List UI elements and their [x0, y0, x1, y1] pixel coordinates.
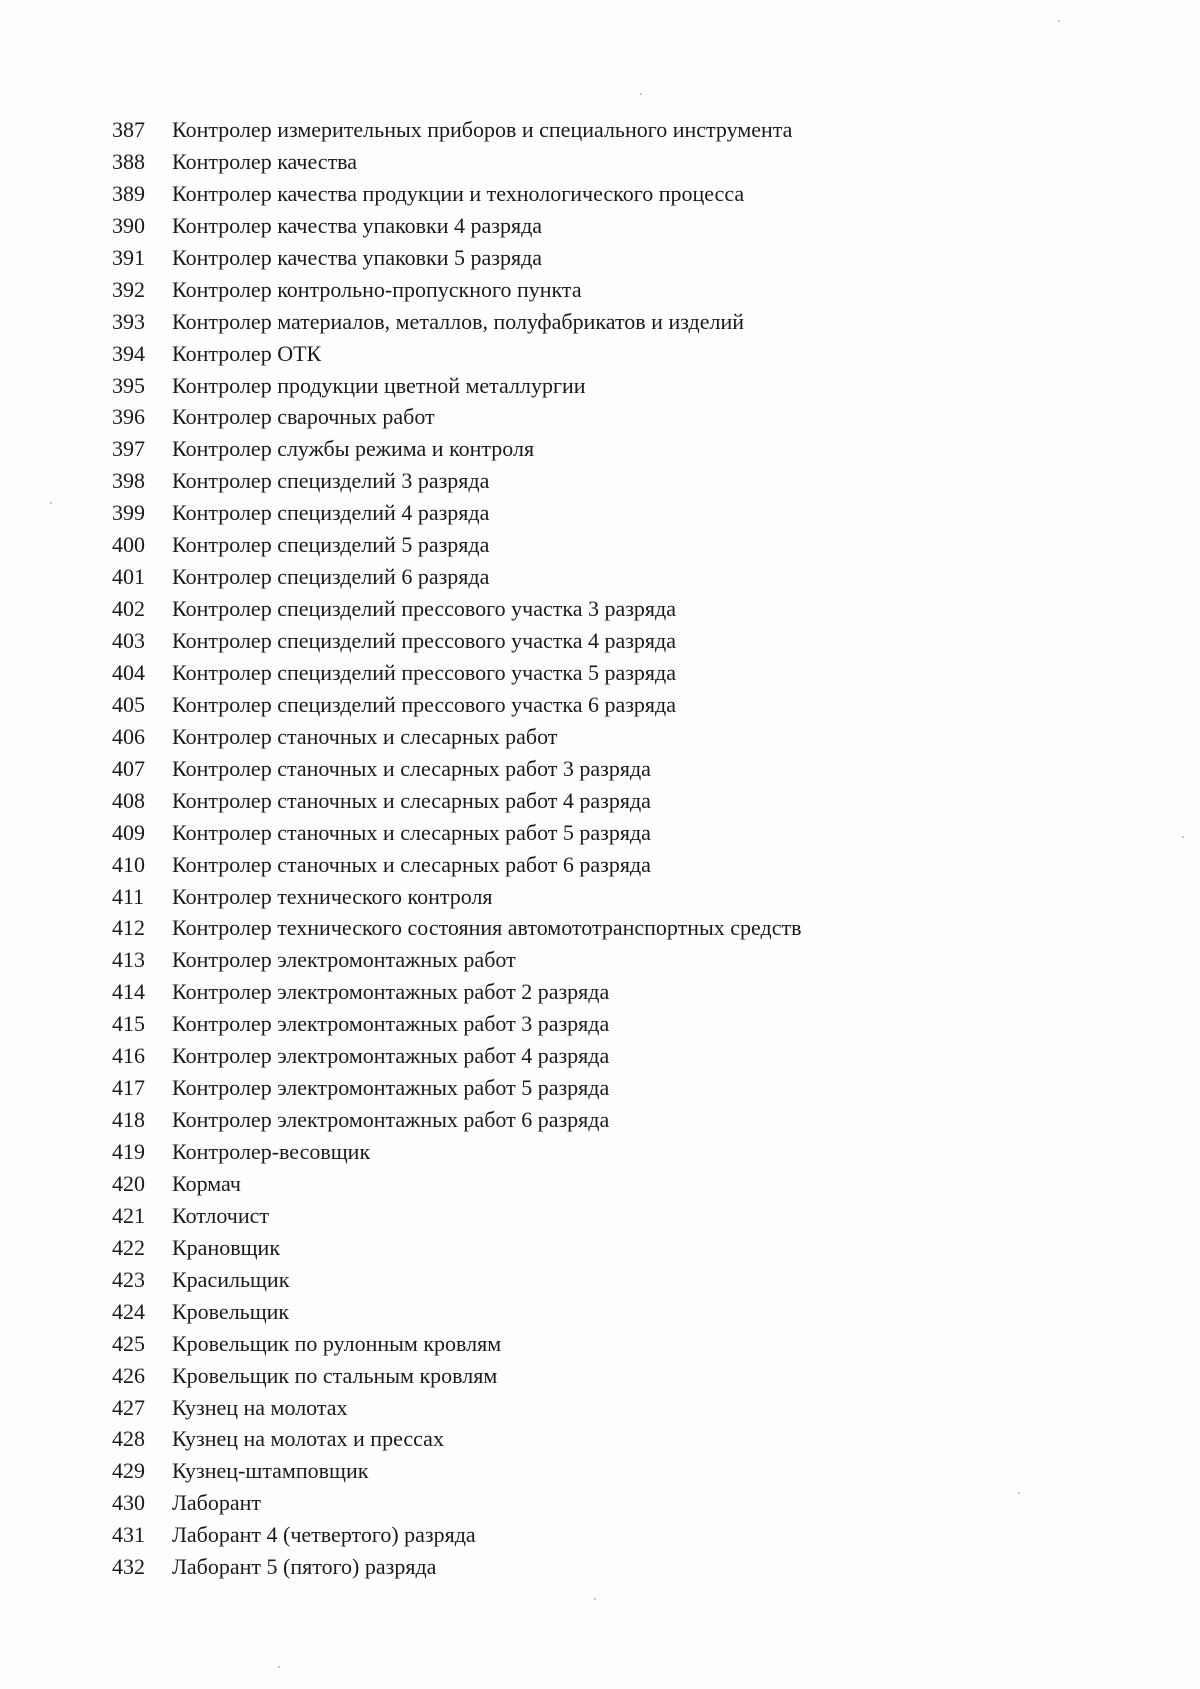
list-item [112, 625, 802, 657]
list-item [112, 849, 802, 881]
item-number: 389 [112, 180, 145, 206]
list-item [112, 370, 802, 402]
item-label: Контролер электромонтажных работ 6 разряда [172, 1107, 610, 1133]
list-item [112, 274, 802, 306]
item-number: 398 [112, 468, 145, 494]
item-label: Контролер специзделий 3 разряда [172, 468, 490, 494]
item-label: Лаборант [172, 1490, 262, 1516]
item-label: Контролер измерительных приборов и специального инструмента [172, 117, 793, 142]
list-item [112, 1136, 802, 1168]
item-label: Контролер специзделий 4 разряда [172, 500, 490, 526]
item-label: Контролер сварочных работ [172, 404, 435, 430]
item-label: Кровельщик [172, 1298, 290, 1324]
item-number: 392 [112, 276, 145, 302]
item-number: 430 [112, 1490, 145, 1516]
list-item [112, 210, 802, 242]
scan-speck [278, 1666, 280, 1668]
item-label: Кузнец-штамповщик [172, 1458, 369, 1484]
item-number: 401 [112, 564, 145, 590]
list-item [112, 976, 802, 1008]
item-number: 422 [112, 1234, 145, 1260]
item-number: 423 [112, 1266, 145, 1292]
list-item [112, 881, 802, 913]
item-number: 431 [112, 1522, 145, 1548]
item-label: Контролер специзделий 5 разряда [172, 532, 490, 558]
item-label: Контролер станочных и слесарных работ 6 разряда [172, 851, 651, 877]
item-number: 415 [112, 1011, 145, 1037]
item-label: Красильщик [172, 1266, 290, 1292]
item-label: Лаборант 4 (четвертого) разряда [172, 1522, 476, 1548]
list-item [112, 1232, 802, 1264]
item-number: 396 [112, 404, 145, 430]
scan-speck [1058, 20, 1060, 22]
list-item [112, 1200, 802, 1232]
item-label: Контролер электромонтажных работ 4 разряда [172, 1043, 610, 1069]
item-number: 416 [112, 1043, 145, 1069]
list-item [112, 114, 802, 146]
list-item [112, 242, 802, 274]
item-label: Контролер специзделий прессового участка 6 разряда [172, 691, 677, 717]
item-label: Лаборант 5 (пятого) разряда [172, 1554, 437, 1580]
item-number: 411 [112, 883, 145, 909]
list-item [112, 817, 802, 849]
item-label: Контролер-весовщик [172, 1139, 371, 1164]
item-label: Контролер специзделий прессового участка 5 разряда [172, 659, 677, 685]
list-item [112, 721, 802, 753]
list-item [112, 401, 802, 433]
item-number: 400 [112, 532, 145, 558]
item-label: Контролер станочных и слесарных работ 5 разряда [172, 819, 651, 845]
item-number: 406 [112, 723, 145, 749]
item-number: 408 [112, 787, 145, 813]
item-label: Контролер качества упаковки 5 разряда [172, 244, 543, 270]
scan-speck [1018, 1492, 1020, 1494]
item-label: Контролер качества упаковки 4 разряда [172, 212, 543, 238]
list-item [112, 1328, 802, 1360]
item-label: Контролер станочных и слесарных работ [172, 723, 558, 749]
item-label: Контролер станочных и слесарных работ 3 разряда [172, 755, 651, 781]
item-number: 426 [112, 1362, 145, 1388]
item-number: 394 [112, 340, 145, 366]
item-number: 409 [112, 819, 145, 845]
item-number: 387 [112, 117, 145, 142]
list-item [112, 1072, 802, 1104]
item-number: 391 [112, 244, 145, 270]
item-label: Контролер электромонтажных работ 2 разряда [172, 979, 610, 1005]
list-item [112, 593, 802, 625]
item-number: 414 [112, 979, 145, 1005]
list-item [112, 912, 802, 944]
item-label: Кузнец на молотах [172, 1394, 348, 1420]
item-number: 405 [112, 691, 145, 717]
item-label: Контролер станочных и слесарных работ 4 разряда [172, 787, 651, 813]
list-item [112, 1423, 802, 1455]
list-item [112, 338, 802, 370]
scan-speck [1182, 836, 1184, 838]
item-number: 424 [112, 1298, 145, 1324]
list-item [112, 465, 802, 497]
item-label: Контролер качества [172, 148, 358, 174]
list-item [112, 1008, 802, 1040]
list-item [112, 146, 802, 178]
item-number: 417 [112, 1075, 145, 1101]
item-number: 412 [112, 915, 145, 941]
list-item [112, 785, 802, 817]
item-label: Контролер продукции цветной металлургии [172, 372, 586, 398]
list-item [112, 689, 802, 721]
item-number: 393 [112, 308, 145, 334]
item-label: Контролер контрольно-пропускного пункта [172, 276, 582, 302]
item-number: 421 [112, 1202, 145, 1228]
item-number: 403 [112, 628, 145, 653]
list-item [112, 1455, 802, 1487]
item-label: Контролер ОТК [172, 340, 322, 366]
item-number: 404 [112, 659, 145, 685]
list-item [112, 753, 802, 785]
list-item [112, 1264, 802, 1296]
item-number: 420 [112, 1170, 145, 1196]
item-number: 429 [112, 1458, 145, 1484]
scan-speck [594, 1598, 596, 1600]
list-item [112, 657, 802, 689]
item-label: Контролер специзделий прессового участка 4 разряда [172, 628, 677, 653]
list-item [112, 1519, 802, 1551]
list-item [112, 1487, 802, 1519]
item-number: 388 [112, 148, 145, 174]
item-number: 428 [112, 1426, 145, 1452]
item-label: Кровельщик по стальным кровлям [172, 1362, 498, 1388]
item-number: 399 [112, 500, 145, 526]
item-number: 432 [112, 1554, 145, 1580]
item-label: Контролер материалов, металлов, полуфабрикатов и изделий [172, 308, 744, 334]
item-label: Крановщик [172, 1234, 281, 1260]
item-label: Контролер электромонтажных работ 3 разряда [172, 1011, 610, 1037]
list-item [112, 497, 802, 529]
item-label: Кровельщик по рулонным кровлям [172, 1330, 502, 1356]
item-number: 397 [112, 436, 145, 462]
item-label: Контролер электромонтажных работ 5 разряда [172, 1075, 610, 1101]
item-number: 418 [112, 1107, 145, 1133]
item-number: 395 [112, 372, 145, 398]
list-item [112, 1040, 802, 1072]
item-label: Контролер технического состояния автомототранспортных средств [172, 915, 802, 941]
list-item [112, 561, 802, 593]
profession-list [112, 114, 802, 1583]
list-item [112, 944, 802, 976]
item-number: 407 [112, 755, 145, 781]
item-number: 390 [112, 212, 145, 238]
item-label: Контролер службы режима и контроля [172, 436, 535, 462]
item-number: 410 [112, 851, 145, 877]
item-number: 413 [112, 947, 145, 973]
list-item [112, 306, 802, 338]
list-item [112, 1551, 802, 1583]
list-item [112, 529, 802, 561]
item-label: Контролер специзделий 6 разряда [172, 564, 490, 590]
item-label: Контролер технического контроля [172, 883, 493, 909]
list-item [112, 1168, 802, 1200]
list-item [112, 1296, 802, 1328]
list-item [112, 1104, 802, 1136]
item-label: Контролер специзделий прессового участка 3 разряда [172, 596, 677, 622]
list-item [112, 1360, 802, 1392]
list-item [112, 178, 802, 210]
item-label: Кормач [172, 1170, 241, 1196]
list-item [112, 1392, 802, 1424]
item-label: Котлочист [172, 1202, 269, 1228]
item-label: Контролер электромонтажных работ [172, 947, 516, 973]
item-number: 402 [112, 596, 145, 622]
scan-speck [640, 93, 642, 95]
item-number: 427 [112, 1394, 145, 1420]
item-label: Кузнец на молотах и прессах [172, 1426, 444, 1452]
scan-speck [50, 502, 52, 504]
item-label: Контролер качества продукции и технологического процесса [172, 180, 745, 206]
item-number: 425 [112, 1330, 145, 1356]
item-number: 419 [112, 1139, 145, 1164]
list-item [112, 433, 802, 465]
